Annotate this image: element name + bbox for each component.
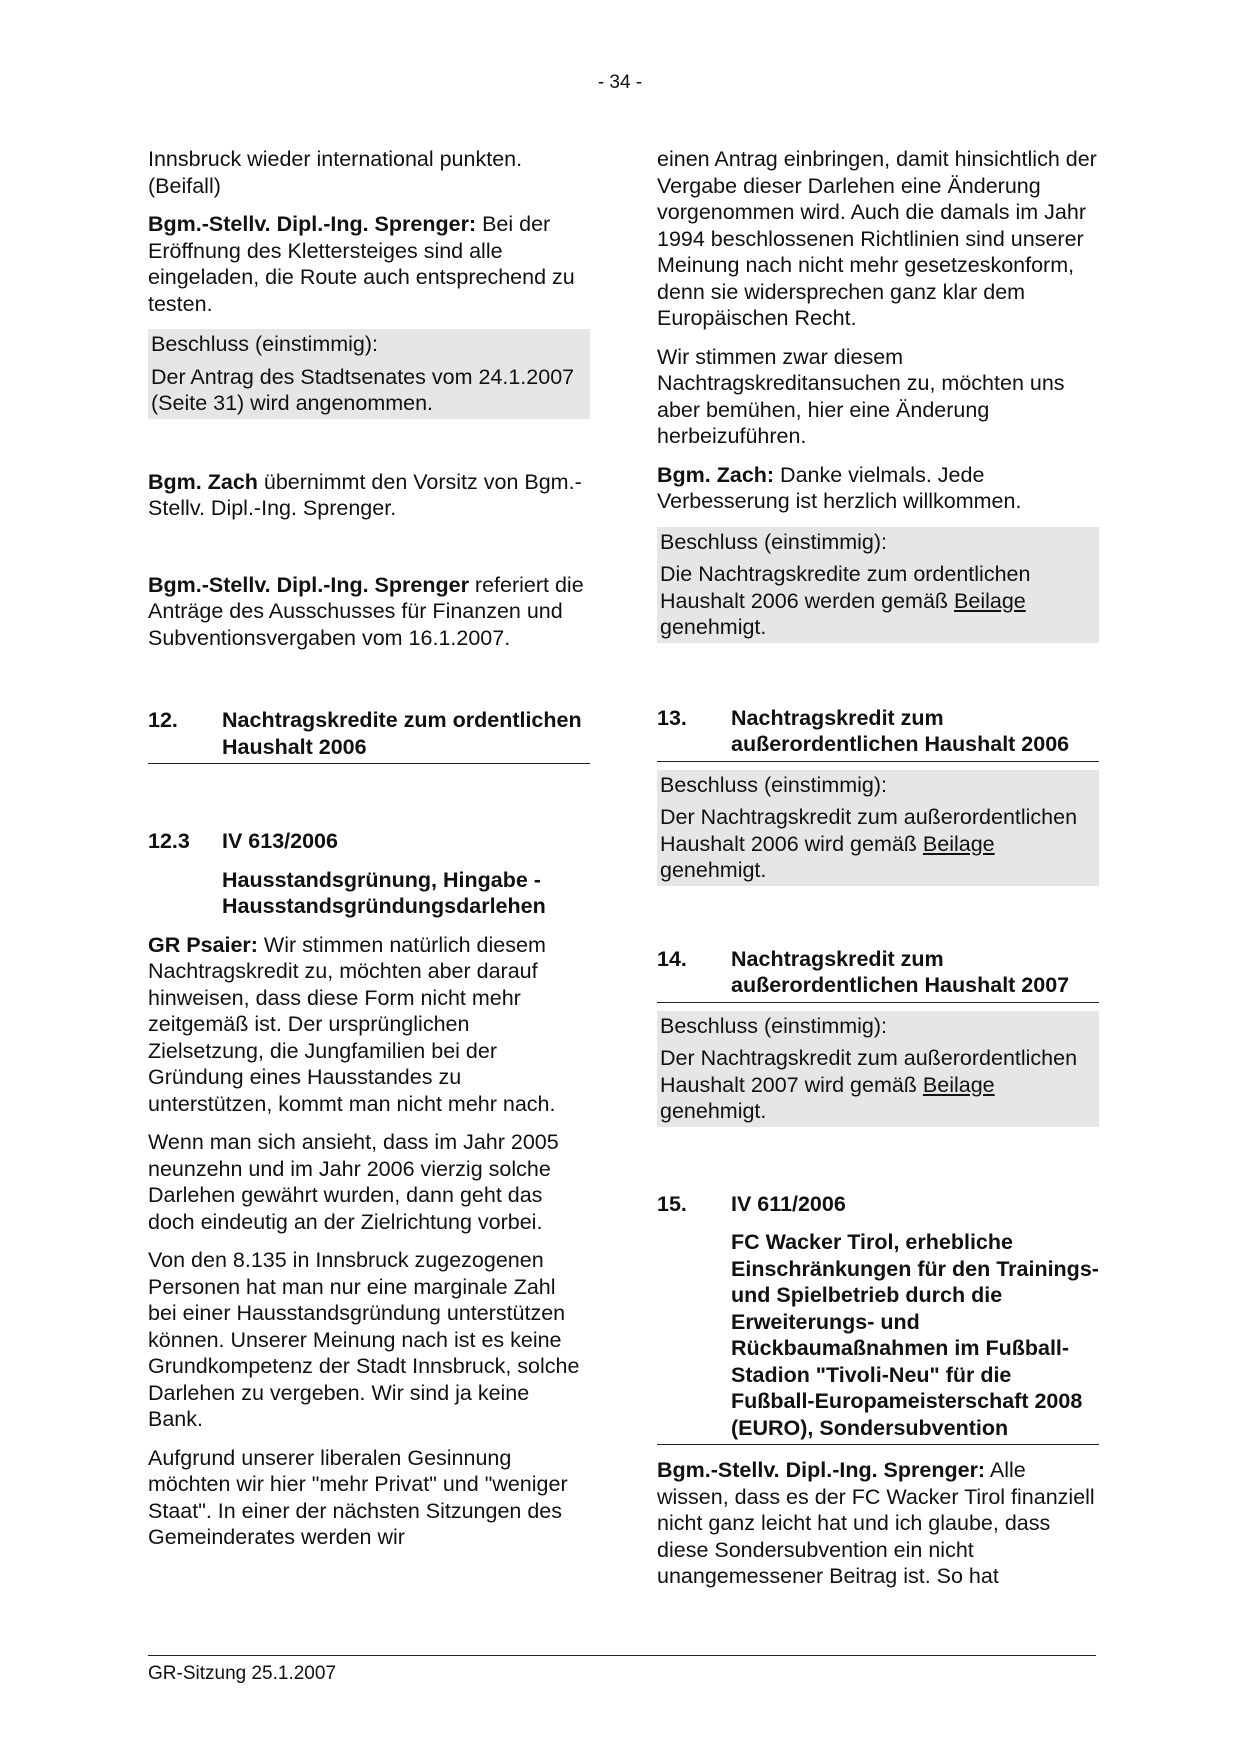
resolution-label: Beschluss (einstimmig): (660, 529, 887, 554)
subsection-heading-12-3 (148, 828, 590, 855)
subsection-title: Hausstandsgrünung, Hingabe - Hausstandsgründungsdarlehen (222, 867, 546, 918)
section-reference: IV 611/2006 (731, 1191, 846, 1216)
section-title: Nachtragskredit zum außerordentlichen Haushalt 2007 (731, 946, 1070, 997)
speech-text: referiert die Anträge des Ausschusses für Finanzen und Subventionsvergaben vom 16.1.2007. (148, 572, 584, 650)
resolution-box (148, 329, 590, 419)
page-number: - 34 - (597, 72, 643, 93)
resolution-text-body: Der Nachtragskredit zum außerordentlichen Haushalt 2007 wird gemäß (660, 1046, 1078, 1097)
paragraph (148, 211, 590, 317)
speech-text: Alle wissen, dass es der FC Wacker Tirol finanziell nicht ganz leicht hat und ich glaube, dass diese Sondersubvention ein nicht unangemessener Beitrag ist. So hat (657, 1458, 1095, 1588)
paragraph (657, 1457, 1099, 1590)
section-heading-15 (657, 1191, 1099, 1218)
resolution-text (657, 1039, 1099, 1127)
attachment-link[interactable]: Beilage (954, 588, 1026, 613)
section-number: 12. (148, 708, 178, 732)
paragraph (657, 462, 1099, 515)
section-number: 15. (657, 1191, 687, 1216)
section-heading-12 (148, 707, 590, 764)
resolution-text-body: Der Nachtragskredit zum außerordentlichen Haushalt 2006 wird gemäß (660, 805, 1078, 856)
speaker-name: Bgm.-Stellv. Dipl.-Ing. Sprenger (148, 572, 469, 597)
speaker-name: Bgm. Zach (148, 469, 258, 494)
paragraph: einen Antrag einbringen, damit hinsichtlich der Vergabe dieser Darlehen eine Änderung vorgenommen wird. Auch die damals im Jahr 1994 beschlossenen Richtlinien sind unserer Meinung nach nicht mehr gesetzeskonform, denn sie widersprechen ganz klar dem Europäischen Recht. (657, 147, 1097, 330)
paragraph (148, 932, 590, 1118)
speaker-name: Bgm.-Stellv. Dipl.-Ing. Sprenger: (148, 212, 477, 236)
resolution-text-tail: genehmigt. (660, 615, 767, 639)
resolution-text-body: Die Nachtragskredite zum ordentlichen Haushalt 2006 werden gemäß (660, 562, 1031, 613)
resolution-text: Der Antrag des Stadtsenates vom 24.1.2007 (Seite 31) wird angenommen. (151, 364, 575, 415)
left-column (148, 146, 590, 1563)
resolution-label: Beschluss (einstimmig): (660, 772, 887, 797)
resolution-box (657, 1011, 1099, 1127)
paragraph: Von den 8.135 in Innsbruck zugezogenen Personen hat man nur eine marginale Zahl bei einer Hausstandsgründung unterstützen können. Unserer Meinung nach ist es keine Grundkompetenz der Stadt Innsbruck, solche Darlehen zu vergeben. Wir sind ja keine Bank. (148, 1248, 580, 1431)
resolution-text (657, 798, 1099, 886)
section-heading-14 (657, 946, 1099, 1003)
resolution-label: Beschluss (einstimmig): (660, 1013, 887, 1038)
paragraph: Innsbruck wieder international punkten. (Beifall) (148, 147, 523, 198)
resolution-label: Beschluss (einstimmig): (151, 332, 378, 356)
resolution-text-tail: genehmigt. (660, 858, 767, 882)
paragraph (148, 469, 590, 522)
speech-text: übernimmt den Vorsitz von Bgm.-Stellv. Dipl.-Ing. Sprenger. (148, 469, 582, 520)
resolution-text-tail: genehmigt. (660, 1099, 767, 1123)
section-title: Nachtragskredite zum ordentlichen Haushalt 2006 (222, 708, 582, 759)
speech-text: Wir stimmen natürlich diesem Nachtragskredit zu, möchten aber darauf hinweisen, dass diese Form nicht mehr zeitgemäß ist. Der ursprünglichen Zielsetzung, die Jungfamilien bei der Gründung eines Hausstandes zu unterstützen, kommt man nicht mehr nach. (148, 932, 556, 1116)
subsection-reference: IV 613/2006 (222, 829, 338, 853)
paragraph: Wir stimmen zwar diesem Nachtragskreditansuchen zu, möchten uns aber bemühen, hier eine Änderung herbeizuführen. (657, 344, 1065, 448)
attachment-link[interactable]: Beilage (922, 831, 995, 856)
section-heading-13 (657, 705, 1099, 762)
footer-text: GR-Sitzung 25.1.2007 (148, 1663, 337, 1684)
right-column (657, 146, 1099, 1602)
attachment-link[interactable]: Beilage (922, 1072, 995, 1097)
resolution-box (657, 527, 1099, 643)
subsection-number: 12.3 (148, 829, 190, 853)
section-title: FC Wacker Tirol, erhebliche Einschränkungen für den Trainings- und Spielbetrieb durch die Erweiterungs- und Rückbaumaßnahmen im Fußball-Stadion "Tivoli-Neu" für die Fußball-Europameisterschaft 2008 (EURO), Sondersubvention (657, 1229, 1099, 1445)
section-number: 13. (657, 705, 687, 730)
resolution-box (657, 770, 1099, 886)
section-title: Nachtragskredit zum außerordentlichen Haushalt 2006 (731, 705, 1070, 756)
paragraph: Aufgrund unserer liberalen Gesinnung möchten wir hier "mehr Privat" und "weniger Staat". In einer der nächsten Sitzungen des Gemeinderates werden wir (148, 1445, 568, 1549)
footer-divider (148, 1655, 1096, 1656)
paragraph: Wenn man sich ansieht, dass im Jahr 2005 neunzehn und im Jahr 2006 vierzig solche Darlehen gewährt wurden, dann geht das doch eindeutig an der Zielrichtung vorbei. (148, 1130, 559, 1234)
speaker-name: Bgm.-Stellv. Dipl.-Ing. Sprenger: (657, 1458, 986, 1482)
section-number: 14. (657, 946, 687, 971)
speech-text: Bei der Eröffnung des Klettersteiges sind alle eingeladen, die Route auch entsprechend zu testen. (148, 212, 575, 316)
paragraph (148, 572, 590, 652)
speaker-name: GR Psaier: (148, 932, 258, 957)
resolution-text (657, 555, 1099, 643)
speech-text: Danke vielmals. Jede Verbesserung ist herzlich willkommen. (657, 462, 1022, 513)
speaker-name: Bgm. Zach: (657, 462, 775, 487)
